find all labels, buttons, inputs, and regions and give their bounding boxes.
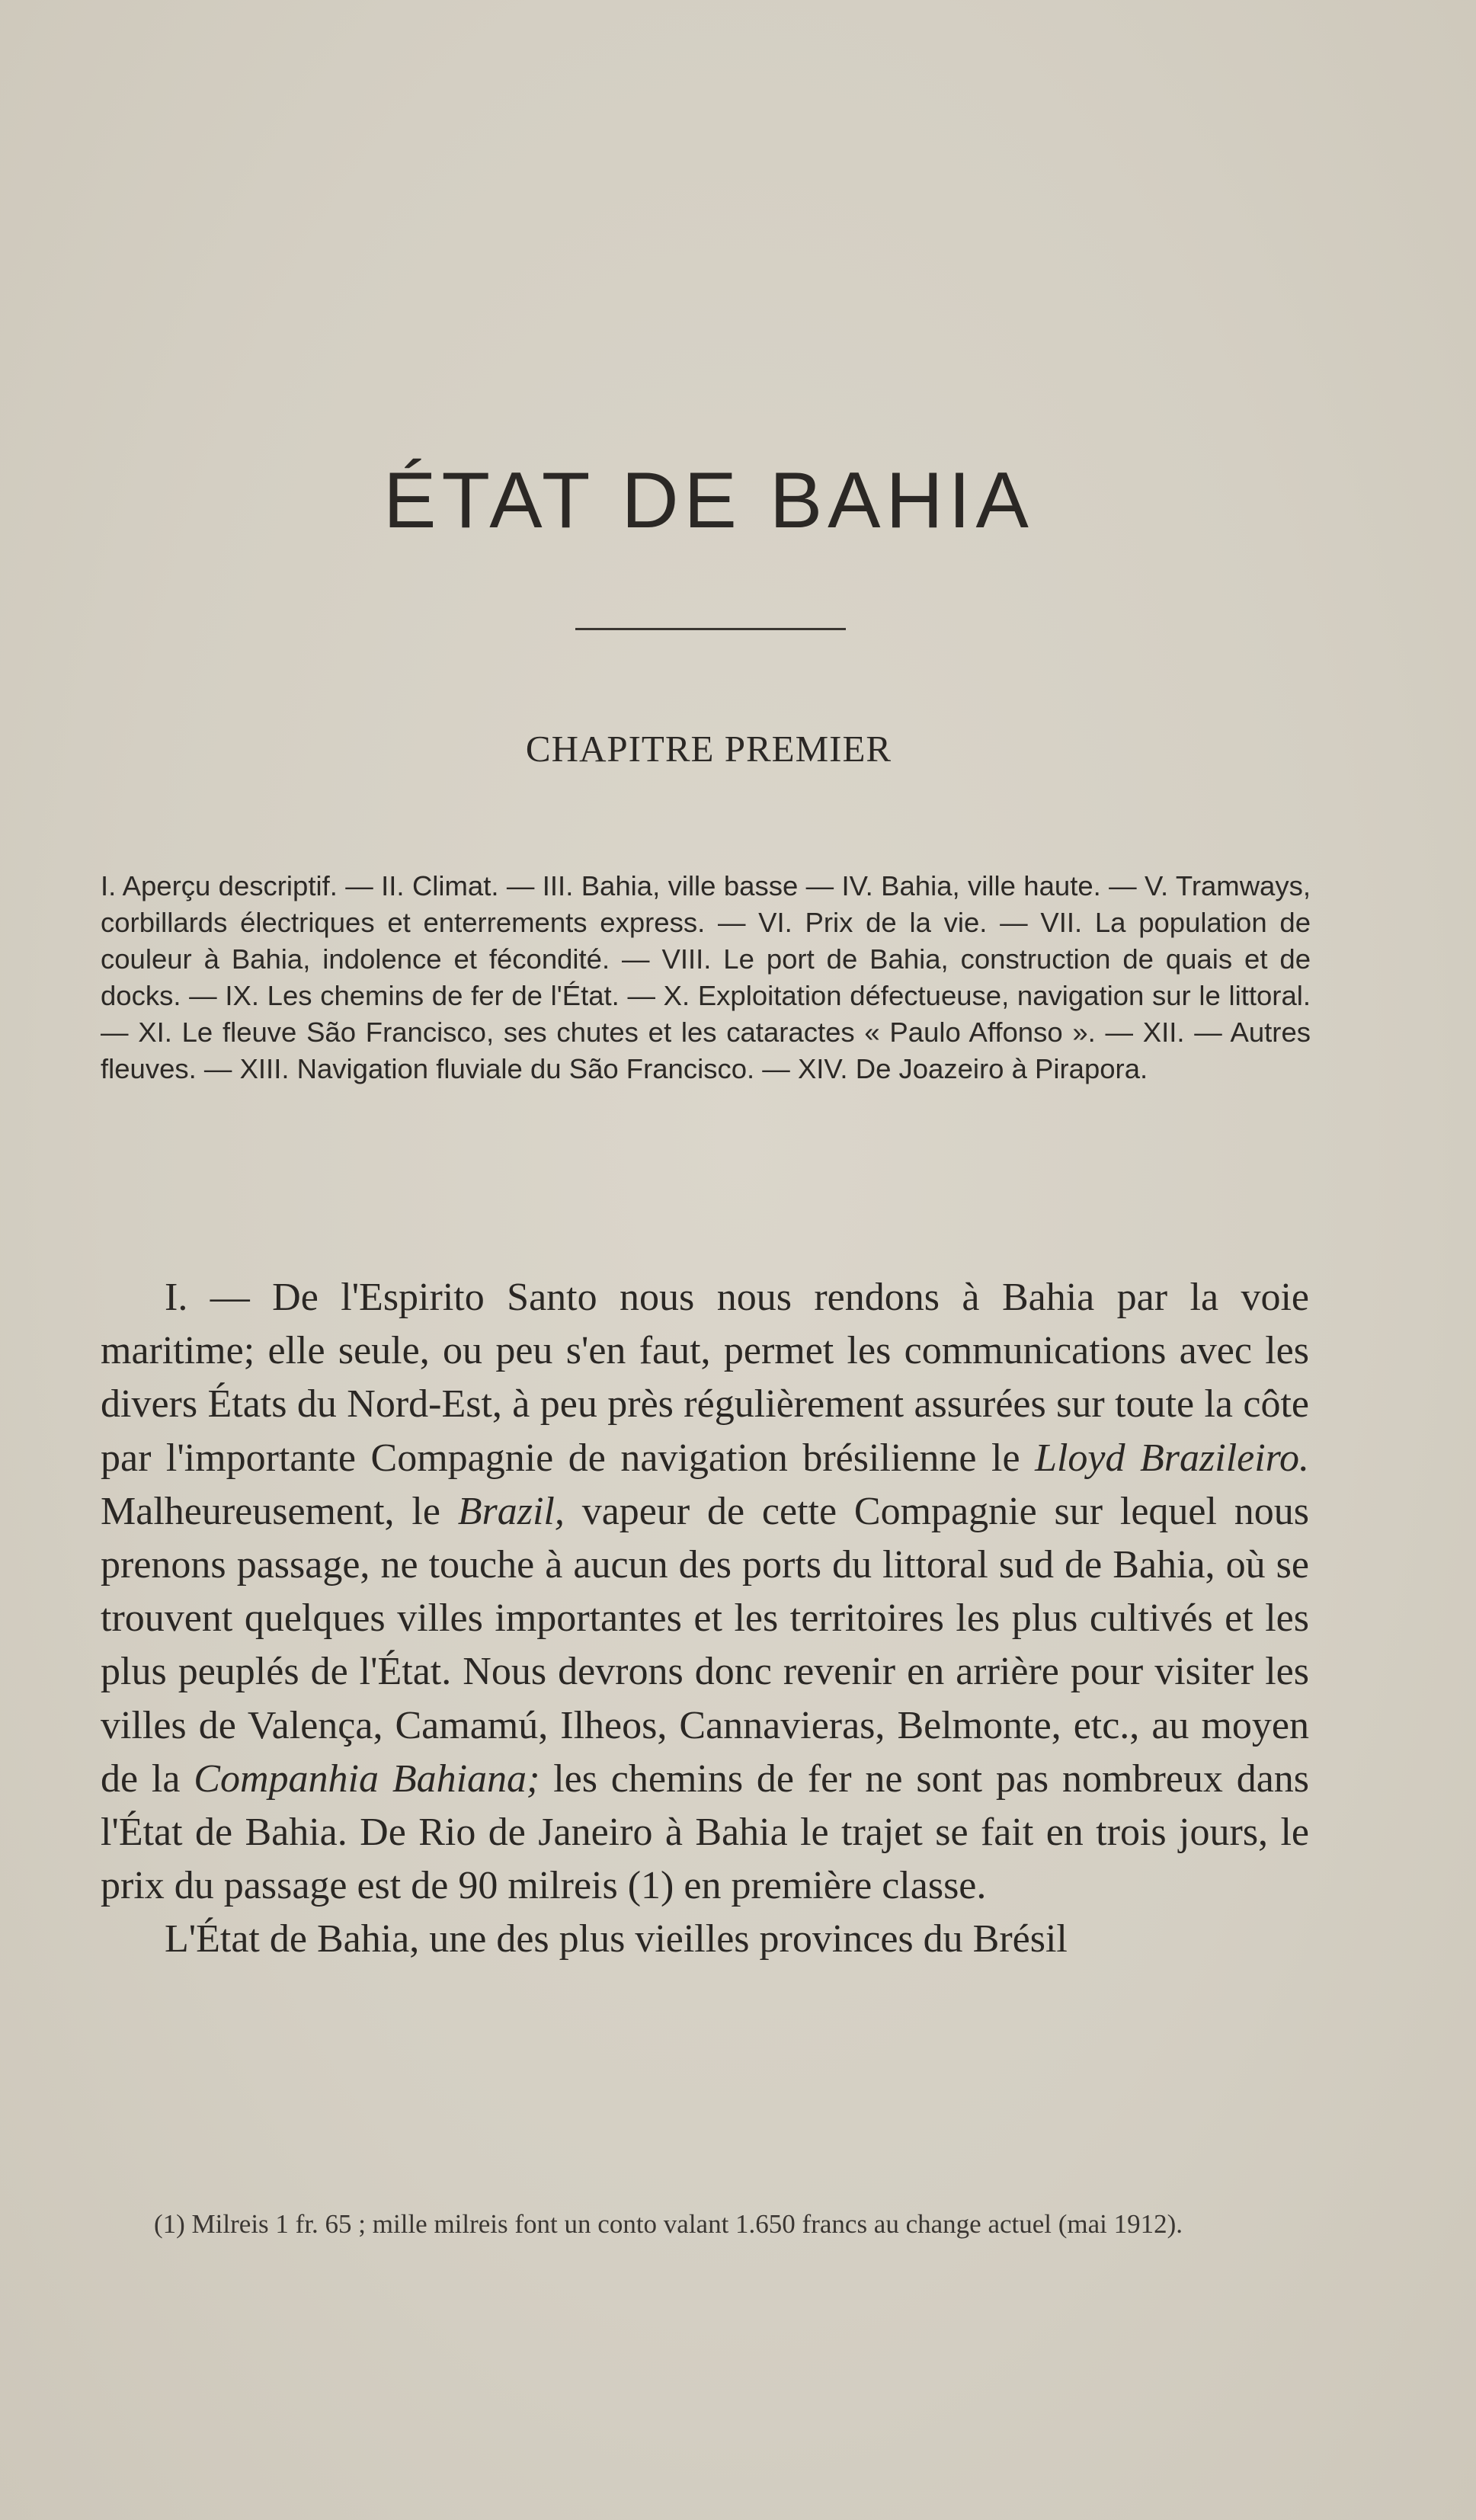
page-title: ÉTAT DE BAHIA <box>383 456 1034 545</box>
paragraph-1-text-a: I. — De l'Espirito Santo nous nous rendons à Bahia par la voie maritime; elle seule, ou peu s'en faut, permet les communications avec les divers États du Nord-Est, à peu près régulièrement assurées sur toute la côte par l'importante Compagnie de navigation brésilienne le <box>101 1276 1309 1480</box>
title-divider <box>575 628 846 630</box>
footnote: (1) Milreis 1 fr. 65 ; mille milreis font un conto valant 1.650 francs au change actuel (mai 1912). <box>154 2209 1183 2239</box>
chapter-heading: CHAPITRE PREMIER <box>525 728 892 770</box>
paragraph-1-text-d: les chemins de fer ne sont pas nombreux dans l'État de Bahia. De Rio de Janeiro à Bahia le trajet se fait en trois jours, le prix du passage est de 90 milreis (1) en première classe. <box>101 1756 1310 1908</box>
body-text <box>101 1271 1309 1967</box>
chapter-summary: I. Aperçu descriptif. — II. Climat. — III. Bahia, ville basse — IV. Bahia, ville haute. — V. Tramways, corbillards électriques et enterrements express. — VI. Prix de la vie. — VII. La population de couleur à Bahia, indolence et fécondité. — VIII. Le port de Bahia, construction de quais et de docks. — IX. Les chemins de fer de l'État. — X. Exploitation défectueuse, navigation sur le littoral. — XI. Le fleuve São Francisco, ses chutes et les cataractes « Paulo Affonso ». — XII. — Autres fleuves. — XIII. Navigation fluviale du São Francisco. — XIV. De Joazeiro à Pirapora. <box>101 870 1311 1084</box>
brazil-italic: Brazil, <box>457 1489 565 1533</box>
lloyd-brazileiro-italic: Lloyd Brazileiro. <box>1035 1436 1309 1480</box>
paragraph-2: L'État de Bahia, une des plus vieilles provinces du Brésil <box>165 1917 1068 1961</box>
paragraph-1 <box>101 1271 1309 1913</box>
paragraph-1-text-c: vapeur de cette Compagnie sur lequel nous prenons passage, ne touche à aucun des ports du littoral sud de Bahia, où se trouvent quelques villes importantes et les territoires les plus cultivés et les plus peuplés de l'État. Nous devrons donc revenir en arrière pour visiter les villes de Valença, Camamú, Ilheos, Cannavieras, Belmonte, etc., au moyen de la <box>101 1489 1309 1801</box>
paragraph-1-text-b: Malheureusement, le <box>101 1489 458 1533</box>
companhia-bahiana-italic: Companhia Bahiana; <box>194 1756 540 1801</box>
